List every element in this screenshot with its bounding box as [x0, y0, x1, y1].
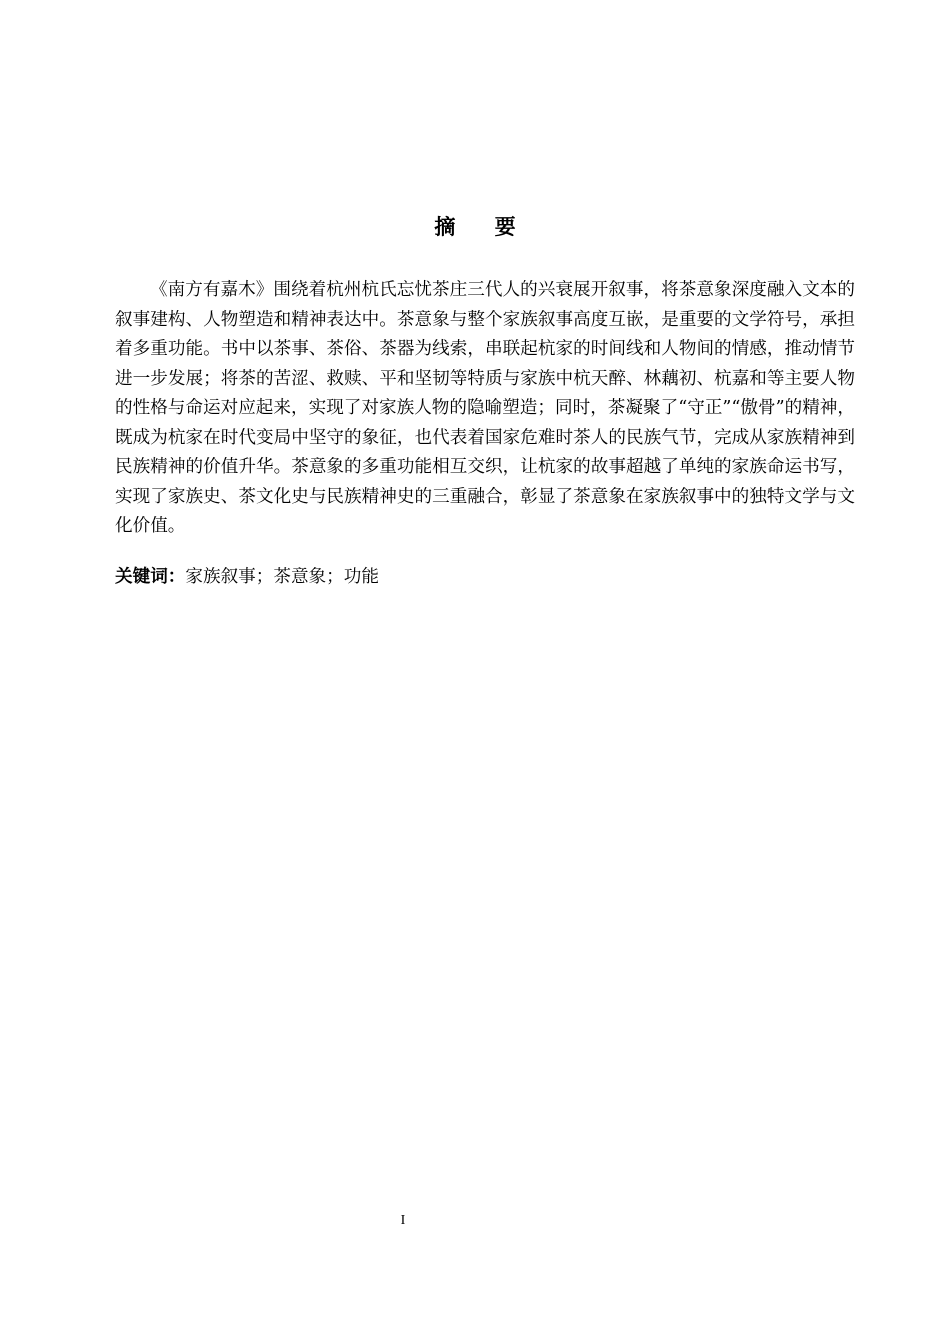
- keywords-value: 家族叙事；茶意象；功能: [185, 567, 379, 587]
- keywords-label: 关键词：: [115, 567, 186, 587]
- abstract-title: 摘 要: [434, 215, 532, 239]
- page-number: I: [400, 1213, 406, 1228]
- abstract-paragraph: 《南方有嘉木》围绕着杭州杭氏忘忧茶庄三代人的兴衰展开叙事，将茶意象深度融入文本的叙事建构、人物塑造和精神表达中。茶意象与整个家族叙事高度互嵌，是重要的文学符号，承担着多重功能。书中以茶事、茶俗、茶器为线索，串联起杭家的时间线和人物间的情感，推动情节进一步发展；将茶的苦涩、救赎、平和坚韧等特质与家族中杭天醉、林藕初、杭嘉和等主要人物的性格与命运对应起来，实现了对家族人物的隐喻塑造；同时，茶凝聚了“守正”“傲骨”的精神，既成为杭家在时代变局中坚守的象征，也代表着国家危难时茶人的民族气节，完成从家族精神到民族精神的价值升华。茶意象的多重功能相互交织，让杭家的故事超越了单纯的家族命运书写，实现了家族史、茶文化史与民族精神史的三重融合，彰显了茶意象在家族叙事中的独特文学与文化价值。: [115, 280, 855, 536]
- keywords-line: [115, 563, 855, 593]
